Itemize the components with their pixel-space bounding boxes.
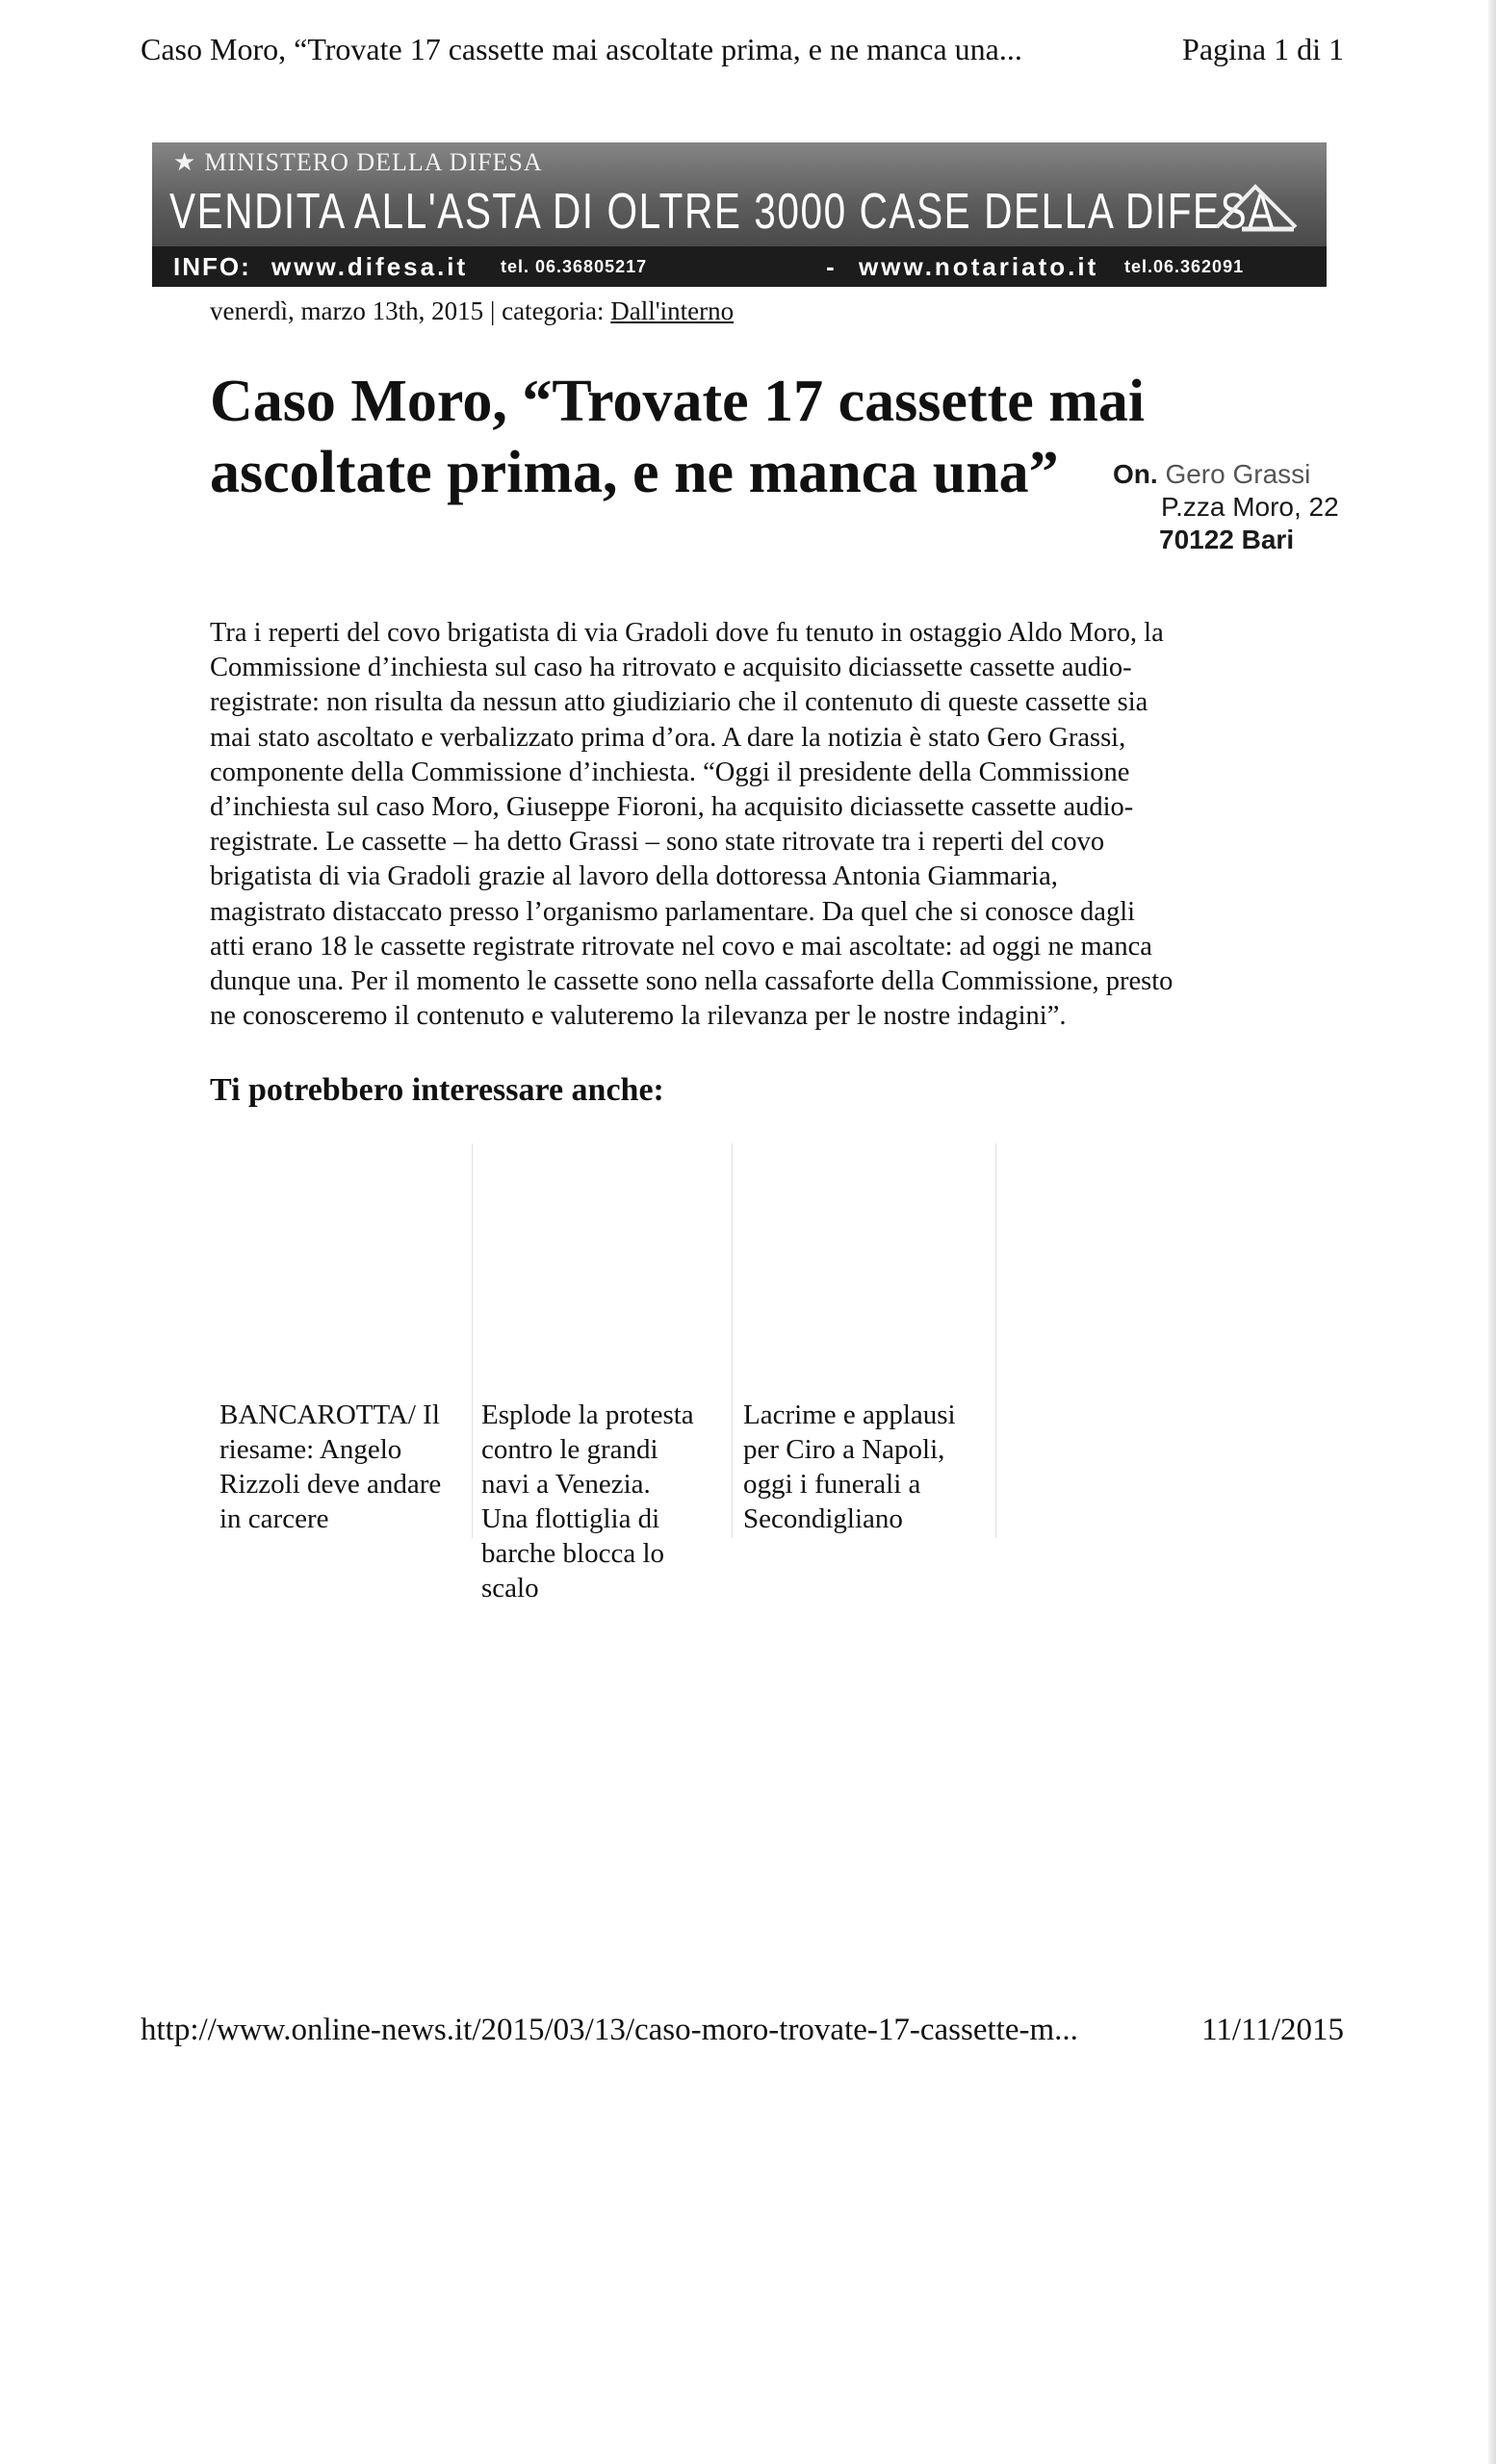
ad-banner-headline: VENDITA ALL'ASTA DI OLTRE 3000 CASE DELLA DIFESA bbox=[169, 184, 1276, 240]
star-icon: ★ bbox=[173, 148, 197, 176]
print-header-title: Caso Moro, “Trovate 17 cassette mai ascoltate prima, e ne manca una... bbox=[141, 32, 1022, 66]
related-divider bbox=[472, 1143, 473, 1538]
stamp-name-line bbox=[1113, 458, 1310, 491]
related-heading: Ti potrebbero interessare anche: bbox=[210, 1072, 664, 1108]
category-label: categoria: bbox=[502, 296, 605, 325]
ad-banner-ministry bbox=[173, 148, 543, 177]
ad-banner-phone-difesa: tel. 06.36805217 bbox=[501, 257, 648, 276]
scan-edge bbox=[1488, 0, 1496, 2464]
ad-banner-separator: - bbox=[826, 252, 835, 281]
category-link[interactable]: Dall'interno bbox=[610, 296, 735, 325]
print-footer-url: http://www.online-news.it/2015/03/13/caso-moro-trovate-17-cassette-m... bbox=[141, 2013, 1078, 2047]
related-item[interactable] bbox=[219, 1398, 460, 1536]
related-item-title[interactable]: Esplode la protesta contro le grandi navi a Venezia. Una flottiglia di barche blocca lo scalo bbox=[481, 1399, 694, 1604]
meta-separator: | bbox=[489, 296, 496, 325]
article-title: Caso Moro, “Trovate 17 cassette mai ascoltate prima, e ne manca una” bbox=[210, 369, 1146, 505]
stamp-city: 70122 Bari bbox=[1159, 525, 1295, 554]
article-body: Tra i reperti del covo brigatista di via Gradoli dove fu tenuto in ostaggio Aldo Moro, la Commissione d’inchiesta sul caso ha ritrovato e acquisito diciassette cassette audio- registrate: non risulta da nessun atto giudiziario che il contenuto di queste cassette sia mai stato ascoltato e verbalizzato prima d’ora. A dare la notizia è stato Gero Grassi, componente della Commissione d’inchiesta. “Oggi il presidente della Commissione d’inchiesta sul caso Moro, Giuseppe Fioroni, ha acquisito diciassette cassette audio- registrate. Le cassette – ha detto Grassi – sono state ritrovate tra i reperti del covo brigatista di via Gradoli grazie al lavoro della dottoressa Antonia Giammaria, magistrato distaccato presso l’organismo parlamentare. Da quel che si conosce dagli atti erano 18 le cassette registrate ritrovate nel covo e mai ascoltate: ad oggi ne manca dunque una. Per il momento le cassette sono nella cassaforte della Commissione, presto ne conosceremo il contenuto e valuteremo la rilevanza per le nostre indagini”. bbox=[210, 618, 1174, 1032]
print-footer-date: 11/11/2015 bbox=[1201, 2013, 1344, 2047]
ad-banner-ministry-text: MINISTERO DELLA DIFESA bbox=[204, 148, 543, 176]
house-icon bbox=[1213, 179, 1300, 237]
ad-banner-info-bar bbox=[152, 246, 1327, 287]
print-header bbox=[141, 25, 1344, 73]
ad-banner[interactable] bbox=[152, 142, 1327, 287]
related-divider bbox=[732, 1143, 733, 1538]
print-header-page-number: Pagina 1 di 1 bbox=[1182, 32, 1344, 66]
ad-banner-info-label: INFO: bbox=[173, 252, 251, 281]
related-divider bbox=[995, 1143, 996, 1538]
related-item-title[interactable]: Lacrime e applausi per Ciro a Napoli, oggi i funerali a Secondigliano bbox=[743, 1399, 956, 1534]
ad-banner-phone-notariato: tel.06.362091 bbox=[1124, 257, 1245, 276]
article-meta bbox=[210, 296, 734, 326]
article-date: venerdì, marzo 13th, 2015 bbox=[210, 296, 484, 325]
related-item[interactable] bbox=[743, 1398, 984, 1536]
print-footer bbox=[141, 2006, 1344, 2054]
related-item[interactable] bbox=[481, 1398, 722, 1605]
related-item-title[interactable]: BANCAROTTA/ Il riesame: Angelo Rizzoli deve andare in carcere bbox=[219, 1399, 442, 1534]
stamp-street: P.zza Moro, 22 bbox=[1161, 492, 1339, 522]
stamp-name: Gero Grassi bbox=[1165, 459, 1311, 489]
ad-banner-url-difesa[interactable]: www.difesa.it bbox=[271, 252, 469, 281]
ad-banner-url-notariato[interactable]: www.notariato.it bbox=[859, 252, 1099, 281]
stamp-prefix: On. bbox=[1113, 459, 1158, 489]
